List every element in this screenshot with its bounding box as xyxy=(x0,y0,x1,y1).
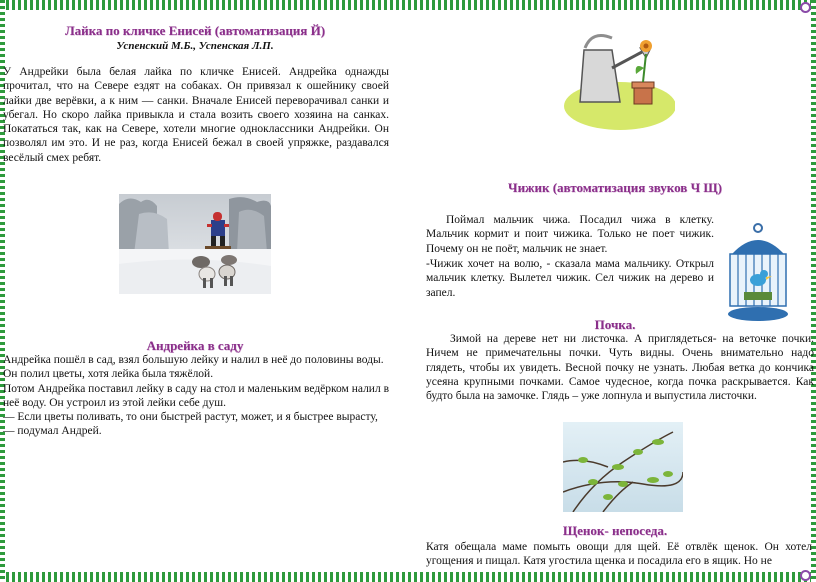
story-text-garden xyxy=(3,353,389,439)
buds-photo xyxy=(563,422,683,512)
story-text-shchenok: Катя обещала маме помыть овощи для щей. Её отвлёк щенок. Он хотел угощения и пищал. Катя угостила щенка и посадила его в ящик. Но не xyxy=(426,541,812,568)
story-authors: Успенский М.Б., Успенская Л.П. xyxy=(116,40,274,52)
garden-line-4: — Если цветы поливать, то они быстрей растут, может, и я быстрее вырасту,— подумал Андрей. xyxy=(3,411,378,438)
watering-can-image xyxy=(560,28,675,132)
sled-dogs-photo xyxy=(119,194,271,294)
story-title-garden: Андрейка в саду xyxy=(146,338,244,353)
garden-line-3: Потом Андрейка поставил лейку в саду на стол и маленьким ведёрком налил в неё воду. Он устроил из этой лейки себе душ. xyxy=(3,382,390,409)
garden-line-1: Андрейка пошёл в сад, взял большую лейку и налил в неё до половины воды. xyxy=(3,354,384,366)
story-title-chizhik: Чижик (автоматизация звуков Ч Щ) xyxy=(508,180,722,195)
birdcage-image xyxy=(726,222,791,324)
garden-line-2: Он полил цветы, хотя лейка была тяжёлой. xyxy=(3,368,214,381)
story-text-chizhik-1: Поймал мальчик чижа. Посадил чижа в клетку. Мальчик кормит и поит чижика. Только не поет чижик. Почему он не поёт, мальчик не знает. xyxy=(426,214,714,255)
story-title-pochka: Почка. xyxy=(594,317,636,332)
bottom-border xyxy=(0,572,816,582)
corner-ring-top xyxy=(800,2,811,13)
story-title-laika: Лайка по кличке Енисей (автоматизация Й) xyxy=(64,23,326,38)
story-text-chizhik-2: -Чижик хочет на волю, - сказала мама мальчику. Открыл мальчик клетку. Вылетел чижик. Сел чижик на дерево и запел. xyxy=(426,258,714,299)
story-title-shchenok: Щенок- непоседа. xyxy=(562,523,668,538)
right-border xyxy=(811,0,816,582)
top-border xyxy=(0,0,816,10)
story-text-pochka: Зимой на дереве нет ни листочка. А приглядеться- на веточке почки. Ничем не примечательны почки. Чуть видны. Очень внимательно надо глядеть, чтобы их увидеть. Весной почку не узнать. Любая ветка до кончика усеяна крупными почками. Самое чудесное, когда почка раскрывается. Как будто была на замочке. Глядь – уже лопнула и выпустила листочки. xyxy=(426,333,814,403)
story-text-laika: У Андрейки была белая лайка по кличке Енисей. Андрейка однажды прочитал, что на Севере ездят на собаках. Он привязал к ошейнику своей лайки две верёвки, а к ним — санки. Вначале Енисей переворачивал санки и убегал. Но скоро лайка привыкла и стала возить своего хозяина на санках. Покататься так, как на Севере, хотели многие одноклассники Андрейки. Он позволял им это. И не раз, когда Енисей бежал в своей упряжке, раздавался весёлый смех ребят. xyxy=(3,66,389,164)
